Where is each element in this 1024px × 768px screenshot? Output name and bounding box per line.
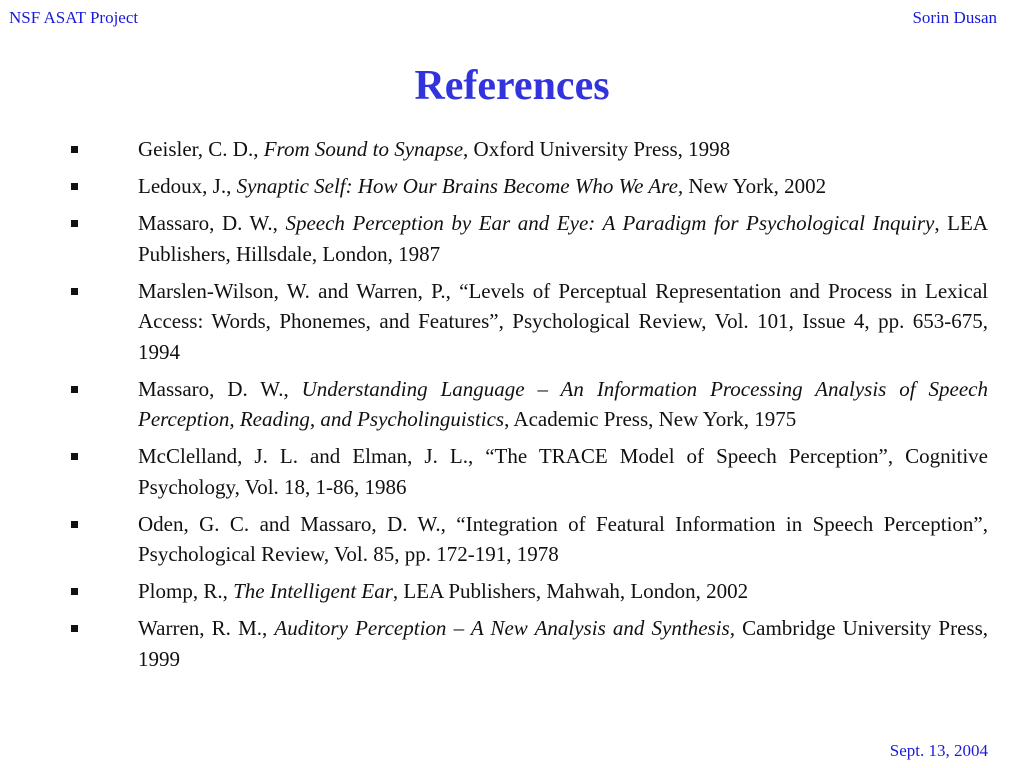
footer-date: Sept. 13, 2004	[889, 741, 988, 760]
reference-text-after: , Academic Press, New York, 1975	[504, 407, 797, 431]
reference-text-before: Ledoux, J.,	[138, 174, 237, 198]
reference-title-italic: The Intelligent Ear	[233, 579, 393, 603]
reference-text-after: , LEA Publishers, Mahwah, London, 2002	[392, 579, 749, 603]
reference-item	[68, 276, 988, 368]
square-bullet-icon	[71, 521, 78, 528]
reference-item	[68, 374, 988, 435]
square-bullet-icon	[71, 183, 78, 190]
header-author-name: Sorin Dusan	[912, 8, 997, 27]
reference-item	[68, 208, 988, 269]
square-bullet-icon	[71, 288, 78, 295]
reference-text-before: Marslen-Wilson, W. and Warren, P., “Levels of Perceptual Representation and Process in Lexical Access: Words, Phonemes, and Features”, Psychological Review, Vol. 101, Issue 4, pp. 653-675, 1994	[138, 278, 988, 364]
reference-title-italic: Speech Perception by Ear and Eye: A Paradigm for Psychological Inquiry	[285, 211, 935, 235]
reference-text-after: , LEA Publishers, Hillsdale, London, 1987	[138, 211, 988, 266]
square-bullet-icon	[71, 220, 78, 227]
reference-item	[68, 613, 988, 674]
square-bullet-icon	[71, 588, 78, 595]
reference-item	[68, 509, 988, 570]
reference-text-before: Plomp, R.,	[138, 579, 234, 603]
reference-text-before: Oden, G. C. and Massaro, D. W., “Integration of Featural Information in Speech Perception”, Psychological Review, Vol. 85, pp. 172-191, 1978	[138, 511, 988, 566]
reference-item	[68, 171, 988, 202]
reference-title-italic: Synaptic Self: How Our Brains Become Who We Are,	[236, 174, 684, 198]
reference-item	[68, 576, 988, 607]
reference-text-after: New York, 2002	[683, 174, 827, 198]
reference-text-after: , Oxford University Press, 1998	[463, 137, 731, 161]
reference-title-italic: Understanding Language – An Information Processing Analysis of Speech Perception, Reading, and Psycholinguistics	[138, 376, 988, 431]
reference-title-italic: From Sound to Synapse	[263, 137, 464, 161]
reference-item	[68, 134, 988, 165]
reference-list	[68, 134, 988, 681]
reference-title-italic: Auditory Perception – A New Analysis and Synthesis,	[274, 616, 735, 640]
square-bullet-icon	[71, 453, 78, 460]
square-bullet-icon	[71, 146, 78, 153]
reference-item	[68, 441, 988, 502]
reference-text-before: McClelland, J. L. and Elman, J. L., “The TRACE Model of Speech Perception”, Cognitive Psychology, Vol. 18, 1-86, 1986	[138, 444, 988, 499]
square-bullet-icon	[71, 625, 78, 632]
header-project-name: NSF ASAT Project	[9, 8, 139, 27]
reference-text-before: Massaro, D. W.,	[138, 376, 302, 401]
reference-text-before: Geisler, C. D.,	[138, 137, 264, 161]
slide-title: References	[414, 63, 610, 109]
reference-text-before: Warren, R. M.,	[138, 616, 275, 640]
square-bullet-icon	[71, 386, 78, 393]
reference-text-after: Cambridge University Press, 1999	[138, 616, 988, 671]
reference-text-before: Massaro, D. W.,	[138, 211, 286, 235]
